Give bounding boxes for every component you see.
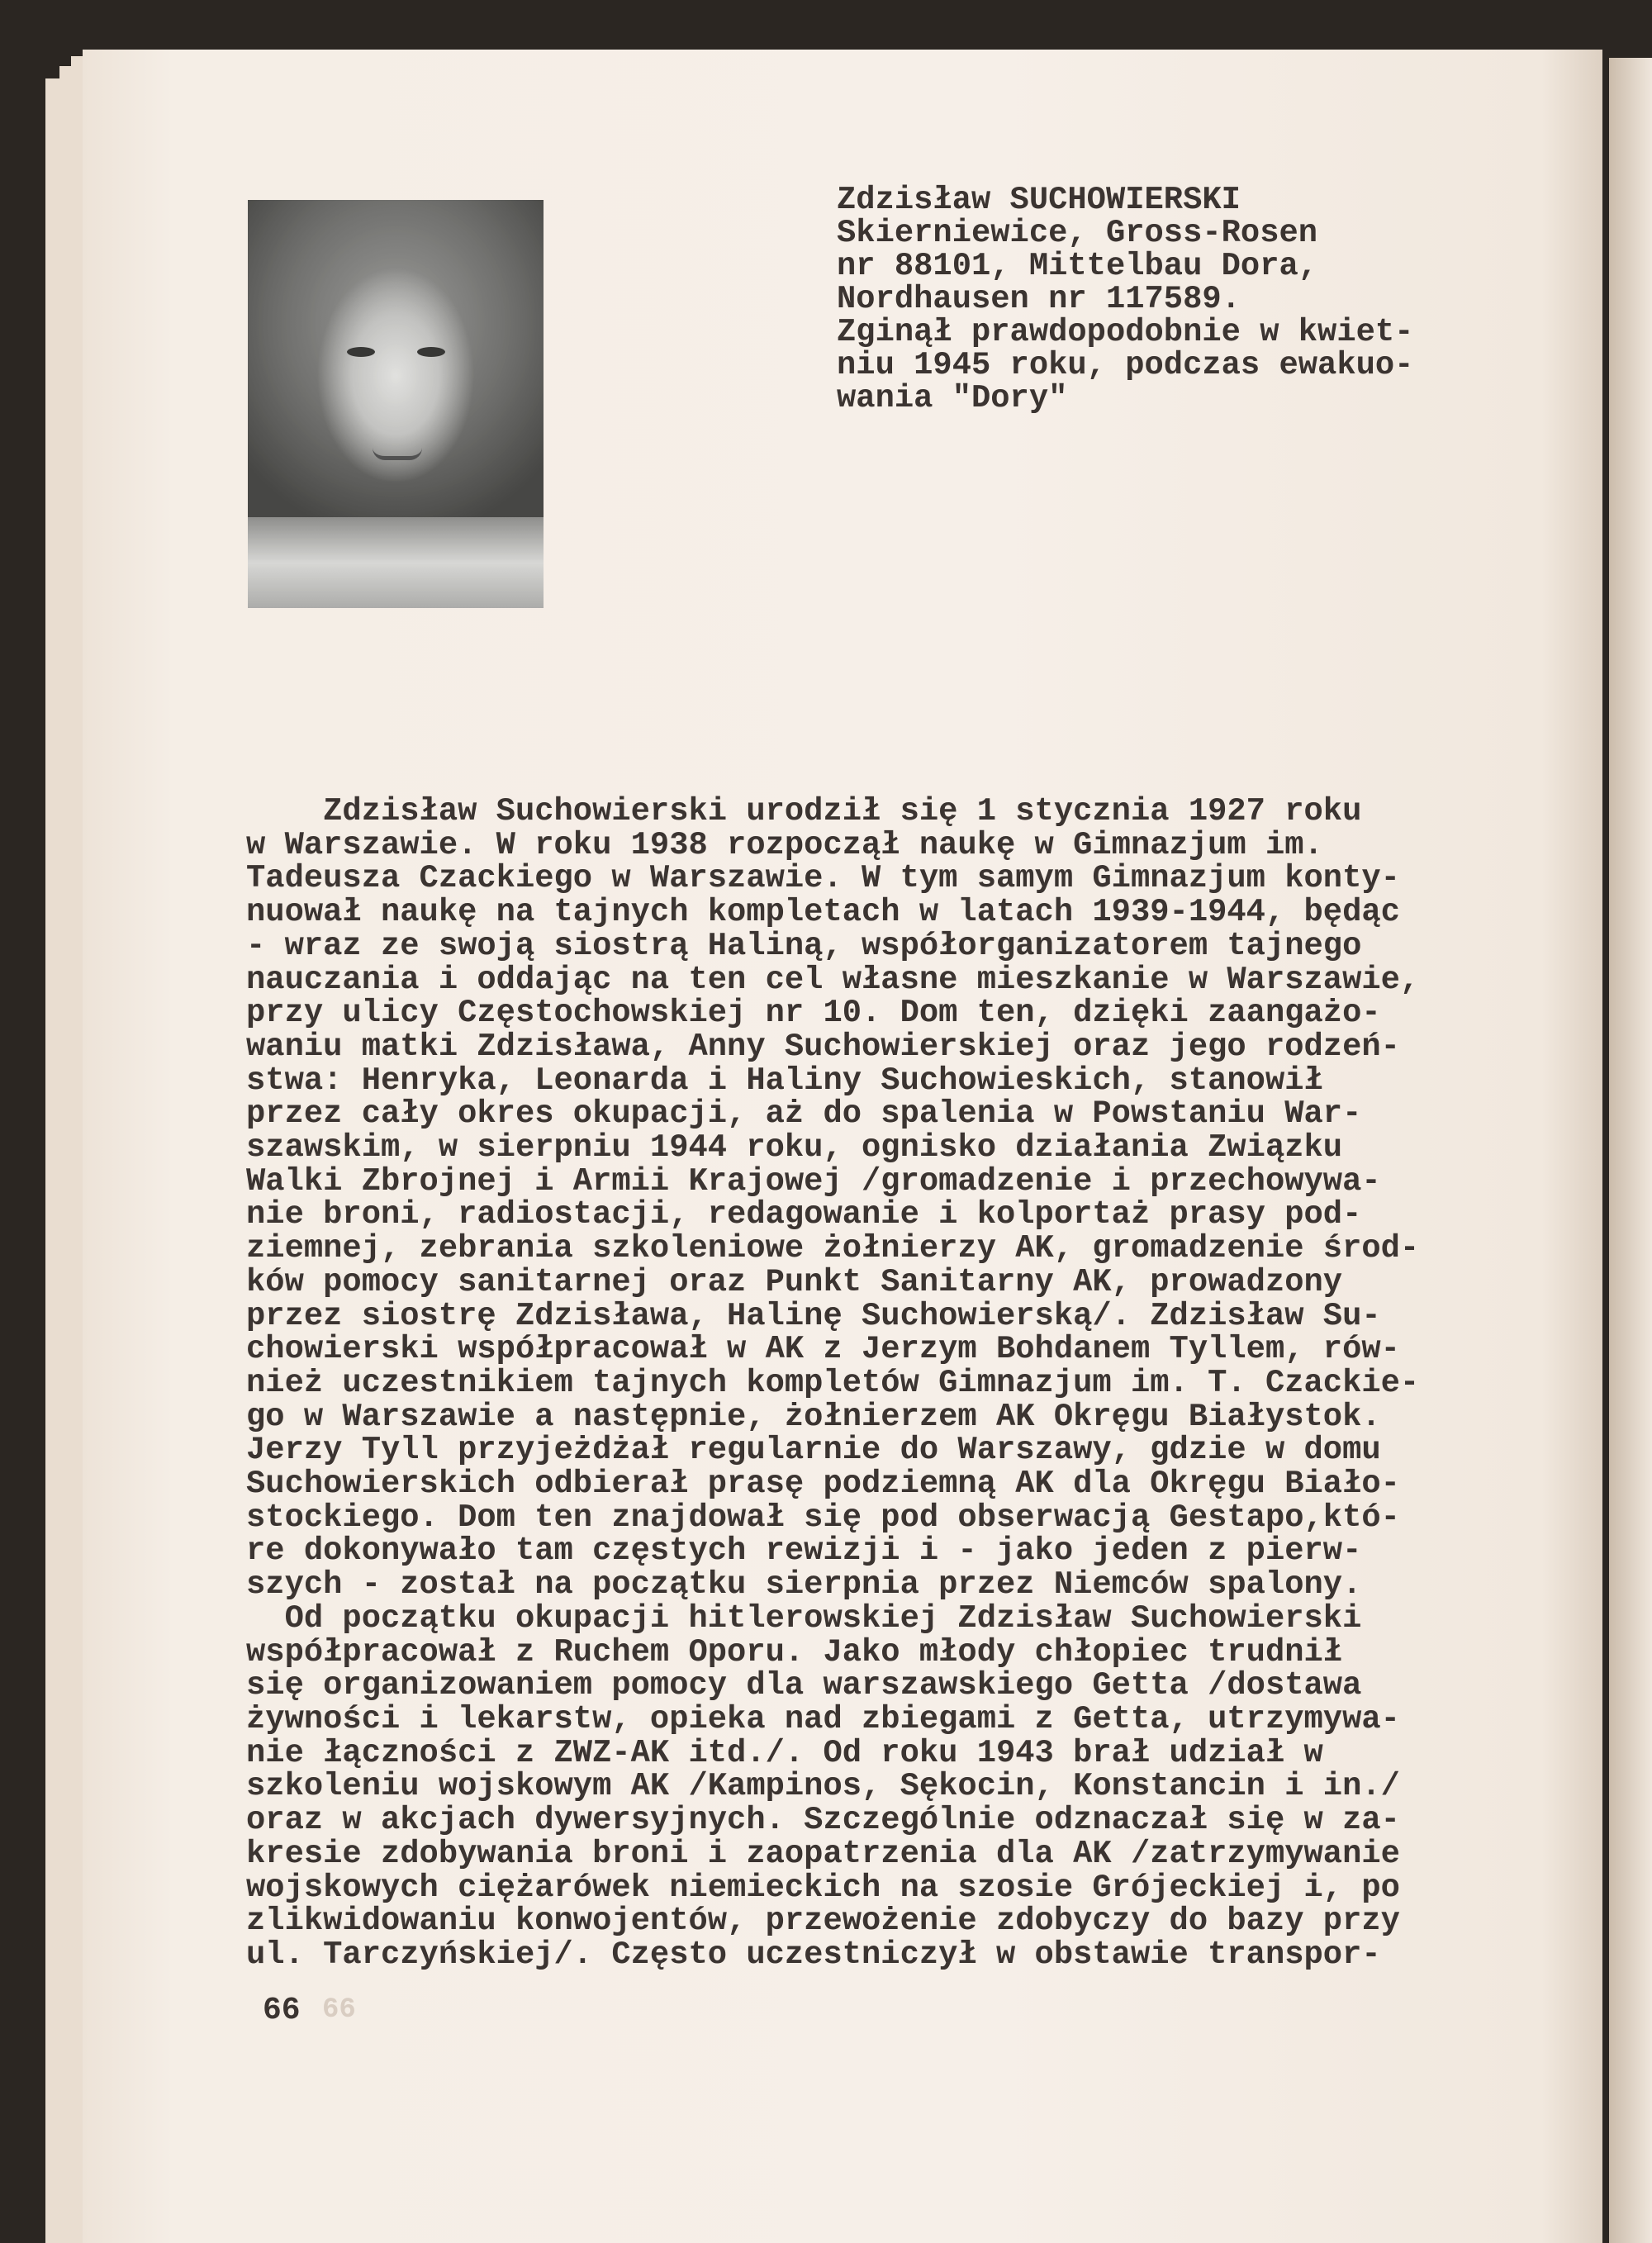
body-line: ków pomocy sanitarnej oraz Punkt Sanitarny AK, prowadzony	[246, 1263, 1343, 1300]
header-line: nr 88101, Mittelbau Dora,	[837, 248, 1318, 284]
body-line: szych - został na początku sierpnia przez Niemców spalony.	[246, 1566, 1362, 1604]
page-number: 66	[263, 1993, 301, 2028]
header-line: niu 1945 roku, podczas ewakuo-	[837, 347, 1414, 383]
body-line: szkoleniu wojskowym AK /Kampinos, Sękocin, Konstancin i in./	[246, 1768, 1400, 1805]
header-line: Zginął prawdopodobnie w kwiet-	[837, 314, 1414, 350]
portrait-mouth	[373, 448, 422, 460]
body-line: re dokonywało tam częstych rewizji i - jako jeden z pierw-	[246, 1533, 1362, 1570]
body-line: stockiego. Dom ten znajdował się pod obserwacją Gestapo,któ-	[246, 1499, 1400, 1536]
body-line: przy ulicy Częstochowskiej nr 10. Dom ten, dzięki zaangażo-	[246, 995, 1381, 1032]
body-line: nauczania i oddając na ten cel własne mieszkanie w Warszawie,	[246, 961, 1420, 998]
facing-page-edge	[1609, 58, 1652, 2243]
body-line: go w Warszawie a następnie, żołnierzem AK Okręgu Białystok.	[246, 1398, 1381, 1435]
header-line: Nordhausen nr 117589.	[837, 281, 1241, 317]
portrait-photo	[248, 200, 544, 608]
body-line: kresie zdobywania broni i zaopatrzenia dla AK /zatrzymywanie	[246, 1835, 1400, 1872]
body-line: współpracował z Ruchem Oporu. Jako młody chłopiec trudnił	[246, 1633, 1343, 1670]
biography-body	[246, 795, 1419, 1972]
body-line: w Warszawie. W roku 1938 rozpoczął naukę w Gimnazjum im.	[246, 826, 1323, 863]
body-line: - wraz ze swoją siostrą Haliną, współorganizatorem tajnego	[246, 927, 1362, 964]
body-line: ziemnej, zebrania szkoleniowe żołnierzy AK, gromadzenie środ-	[246, 1230, 1420, 1267]
portrait-eye	[417, 347, 445, 357]
body-line: Zdzisław Suchowierski urodził się 1 stycznia 1927 roku	[246, 793, 1362, 829]
body-line: Suchowierskich odbierał prasę podziemną AK dla Okręgu Biało-	[246, 1466, 1400, 1503]
portrait-shirt	[248, 517, 544, 608]
portrait-eye	[347, 347, 375, 357]
body-line: stwa: Henryka, Leonarda i Haliny Suchowieskich, stanowił	[246, 1062, 1323, 1099]
biography-header	[837, 183, 1413, 415]
body-line: waniu matki Zdzisława, Anny Suchowierskiej oraz jego rodzeń-	[246, 1028, 1400, 1065]
body-line: chowierski współpracował w AK z Jerzym Bohdanem Tyllem, rów-	[246, 1331, 1400, 1368]
body-line: oraz w akcjach dywersyjnych. Szczególnie odznaczał się w za-	[246, 1802, 1400, 1839]
body-line: wojskowych ciężarówek niemieckich na szosie Grójeckiej i, po	[246, 1869, 1400, 1906]
body-line: Tadeusza Czackiego w Warszawie. W tym samym Gimnazjum konty-	[246, 860, 1400, 897]
page-number-bleedthrough: 66	[322, 1994, 356, 2026]
body-line: zlikwidowaniu konwojentów, przewożenie zdobyczy do bazy przy	[246, 1903, 1400, 1940]
body-line: się organizowaniem pomocy dla warszawskiego Getta /dostawa	[246, 1667, 1362, 1704]
body-line: Walki Zbrojnej i Armii Krajowej /gromadzenie i przechowywa-	[246, 1162, 1381, 1200]
body-line: ul. Tarczyńskiej/. Często uczestniczył w obstawie transpor-	[246, 1936, 1381, 1973]
body-line: żywności i lekarstw, opieka nad zbiegami z Getta, utrzymywa-	[246, 1700, 1400, 1737]
body-line: nie łączności z ZWZ-AK itd./. Od roku 1943 brał udział w	[246, 1734, 1323, 1771]
body-line: szawskim, w sierpniu 1944 roku, ognisko działania Związku	[246, 1129, 1343, 1167]
body-line: przez siostrę Zdzisława, Halinę Suchowierską/. Zdzisław Su-	[246, 1297, 1381, 1334]
header-line: Skierniewice, Gross-Rosen	[837, 215, 1318, 251]
body-line: nie broni, radiostacji, redagowanie i kolportaż prasy pod-	[246, 1196, 1362, 1233]
header-line: Zdzisław SUCHOWIERSKI	[837, 182, 1241, 218]
body-line: przez cały okres okupacji, aż do spalenia w Powstaniu War-	[246, 1095, 1362, 1133]
body-line: nież uczestnikiem tajnych kompletów Gimnazjum im. T. Czackie-	[246, 1364, 1420, 1401]
header-line: wania "Dory"	[837, 380, 1068, 416]
body-line: Jerzy Tyll przyjeżdżał regularnie do Warszawy, gdzie w domu	[246, 1432, 1381, 1469]
body-line: Od początku okupacji hitlerowskiej Zdzisław Suchowierski	[246, 1599, 1362, 1637]
body-line: nuował naukę na tajnych kompletach w latach 1939-1944, będąc	[246, 894, 1400, 931]
